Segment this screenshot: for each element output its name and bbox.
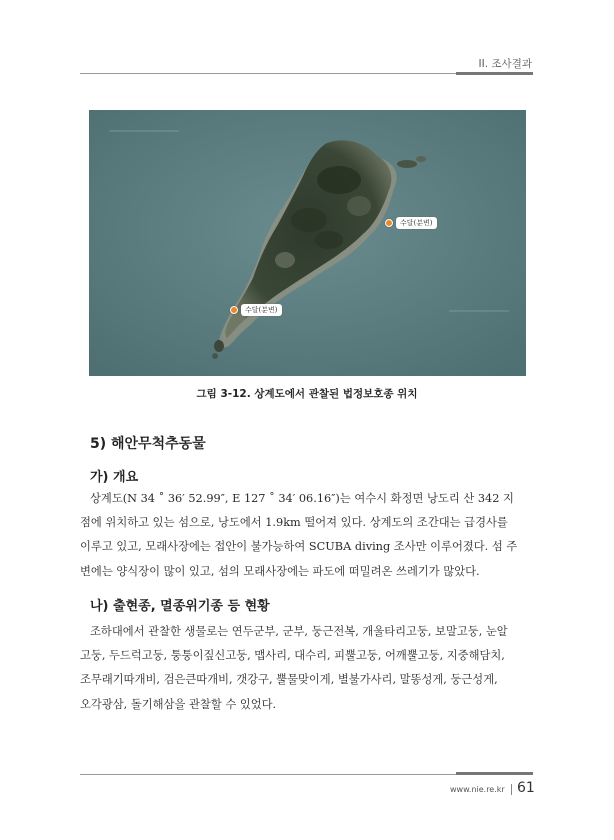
paragraph-line: 고둥, 두드럭고둥, 퉁퉁이짚신고둥, 맵사리, 대수리, 피뿔고둥, 어깨뿔고둥, 지중해담치, — [80, 649, 505, 663]
figure-caption: 그림 3-12. 상계도에서 관찰된 법정보호종 위치 — [196, 388, 418, 400]
footer-separator — [511, 784, 512, 795]
otter-marker-south — [230, 304, 282, 316]
header-accent-bar — [456, 72, 533, 75]
aerial-photo — [89, 110, 526, 376]
section-heading: 5) 해안무척추동물 — [90, 436, 206, 452]
paragraph-line: 상계도(N 34 ˚ 36′ 52.99″, E 127 ˚ 34′ 06.16″)는 여수시 화정면 낭도리 산 342 지 — [90, 492, 514, 505]
paragraph-line: 변에는 양식장이 많이 있고, 섬의 모래사장에는 파도에 떠밀려온 쓰레기가 많았다. — [80, 564, 480, 578]
paragraph-line: 점에 위치하고 있는 섬으로, 낭도에서 1.9km 떨어져 있다. 상계도의 조간대는 급경사를 — [80, 516, 508, 530]
otter-marker-east — [385, 217, 437, 229]
marker-label: 수달(분변) — [396, 217, 437, 229]
page-number: 61 — [517, 780, 535, 796]
footer-url: www.nie.re.kr — [450, 785, 505, 794]
marker-dot-icon — [230, 306, 238, 314]
paragraph-line: 조하대에서 관찰한 생물로는 연두군부, 군부, 둥근전복, 개울타리고둥, 보말고둥, 눈알 — [90, 625, 508, 638]
species-paragraph — [80, 620, 534, 717]
subsection-heading-species: 나) 출현종, 멸종위기종 등 현황 — [90, 599, 270, 614]
footer-accent-bar — [456, 772, 533, 775]
overview-paragraph — [80, 487, 534, 584]
paragraph-line: 오각광삼, 돌기해삼을 관찰할 수 있었다. — [80, 697, 277, 711]
subsection-heading-overview: 가) 개요 — [90, 470, 139, 485]
paragraph-line: 조무래기따개비, 검은큰따개비, 갯강구, 뿔물맞이게, 별불가사리, 말똥성게, 둥근성게, — [80, 673, 498, 687]
marker-dot-icon — [385, 219, 393, 227]
running-header: II. 조사결과 — [478, 58, 532, 70]
paragraph-line: 이루고 있고, 모래사장에는 접안이 불가능하여 SCUBA diving 조사만 이루어졌다. 섬 주 — [80, 540, 518, 554]
marker-label: 수달(분변) — [241, 304, 282, 316]
